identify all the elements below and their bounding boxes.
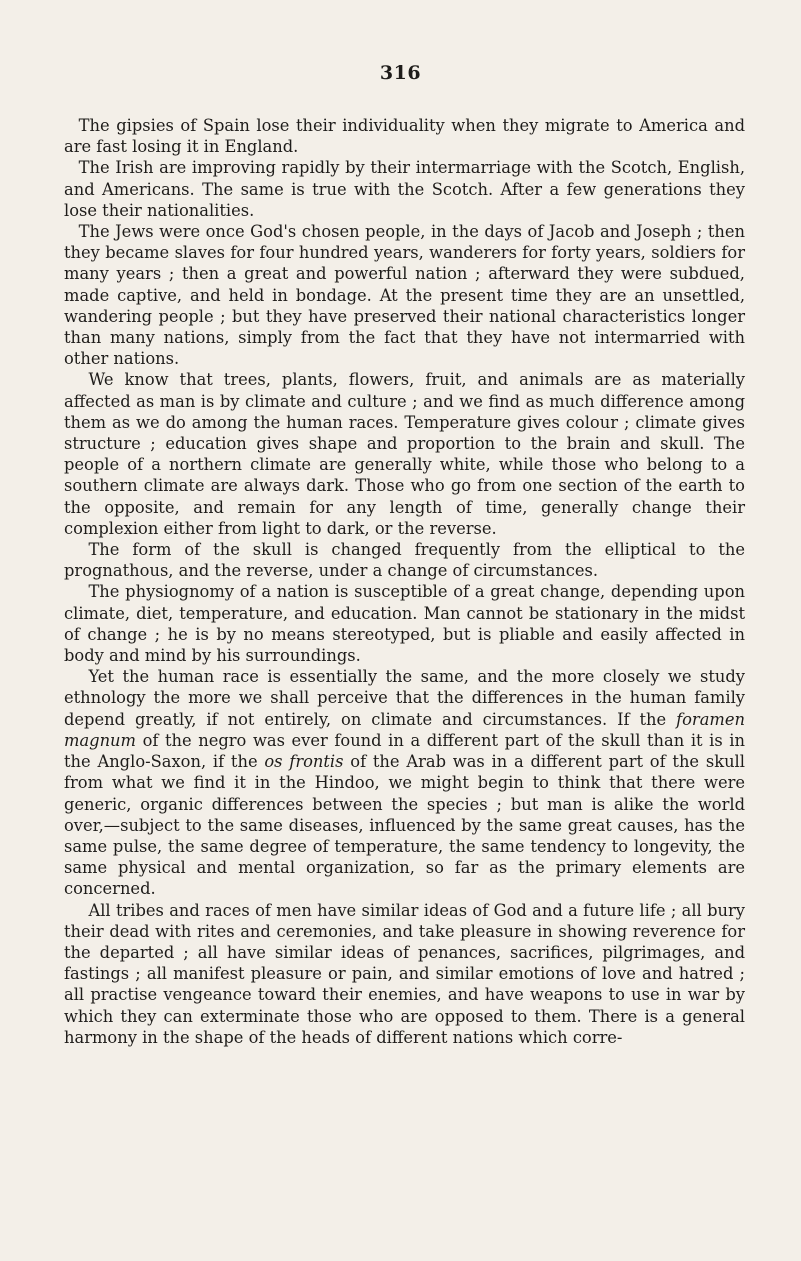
paragraph-ethnology-part-3: of the Arab was in a different part of the skull from what we find it in the Hindoo, we might begin to think that there were generic, organic differences between the species ; but man is alike the world over,—subject to the same diseases, influenced by the same great causes, has the same pulse, the same degree of temperature, the same tendency to longevity, the same physical and mental organization, so far as the primary elements are concerned. — [64, 752, 745, 899]
paragraph-gipsies: The gipsies of Spain lose their individuality when they migrate to America and are fast losing it in England. — [64, 116, 745, 157]
paragraph-ethnology-part-2: of the negro was ever found in a different part of the skull than it is in the Anglo-Saxon, if the — [64, 730, 745, 772]
body-text — [64, 115, 745, 1048]
paragraph-tribes: All tribes and races of men have similar ideas of God and a future life ; all bury their dead with rites and ceremonies, and take pleasure in showing reverence for the departed ; all have similar ideas of penances, sacrifices, pilgrimages, and fastings ; all manifest pleasure or pain, and similar emotions of love and hatred ; all practise vengeance toward their enemies, and have weapons to use in war by which they can exterminate those who are opposed to them. There is a general harmony in the shape of the heads of different nations which corre- — [64, 900, 745, 1047]
paragraph-physiognomy: The physiognomy of a nation is susceptible of a great change, depending upon climate, diet, temperature, and education. Man cannot be stationary in the midst of change ; he is by no means stereotyped, but is pliable and easily affected in body and mind by his surroundings. — [64, 582, 745, 666]
paragraph-skull-form: The form of the skull is changed frequently from the elliptical to the prognathous, and the reverse, under a change of circumstances. — [64, 540, 745, 581]
paragraph-irish: The Irish are improving rapidly by their intermarriage with the Scotch, English, and Americans. The same is true with the Scotch. After a few generations they lose their nationalities. — [64, 158, 745, 220]
paragraph-ethnology-part-1: Yet the human race is essentially the same, and the more closely we study ethnology the more we shall perceive that the differences in the human family depend greatly, if not entirely, on climate and circumstances. If the — [64, 667, 745, 729]
foramen-magnum-term: foramen magnum — [64, 709, 745, 750]
paragraph-jews: The Jews were once God's chosen people, in the days of Jacob and Joseph ; then they became slaves for four hundred years, wanderers for forty years, soldiers for many years ; then a great and powerful nation ; afterward they were subdued, made captive, and held in bondage. At the present time they are an unsettled, wandering people ; but they have preserved their national characteristics longer than many nations, simply from the fact that they have not intermarried with other nations. — [64, 222, 745, 369]
page-number: 316 — [379, 62, 422, 84]
os-frontis-term: os frontis — [264, 752, 344, 772]
paragraph-ethnology — [64, 666, 745, 899]
paragraph-climate: We know that trees, plants, flowers, fruit, and animals are as materially affected as man is by climate and culture ; and we find as much difference among them as we do among the human races. Temperature gives colour ; climate gives structure ; education gives shape and proportion to the brain and skull. The people of a northern climate are generally white, while those who belong to a southern climate are always dark. Those who go from one section of the earth to the opposite, and remain for any length of time, generally change their complexion either from light to dark, or the reverse. — [64, 370, 745, 538]
